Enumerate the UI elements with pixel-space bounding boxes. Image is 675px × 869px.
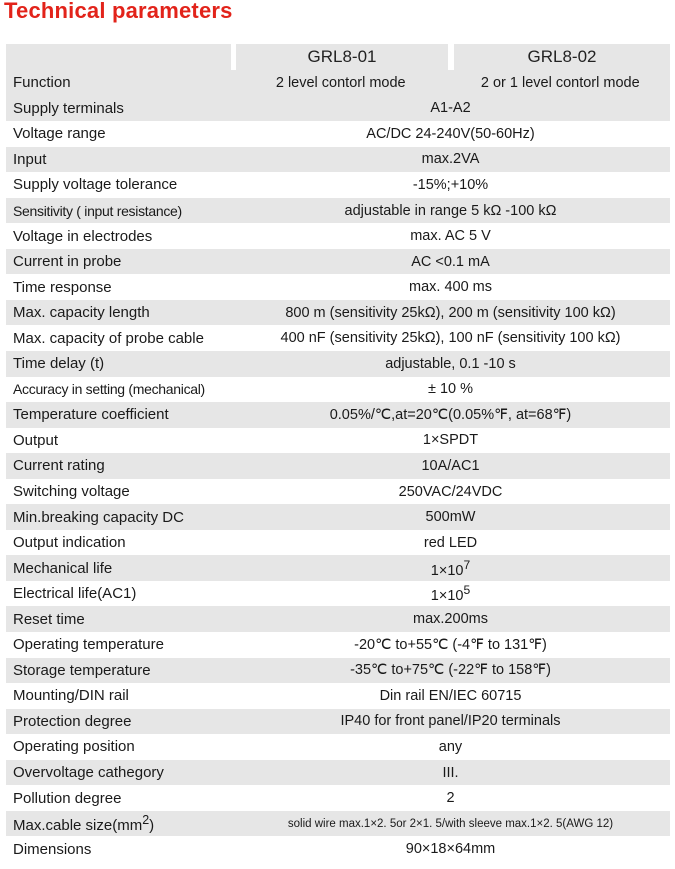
mechanical-life-exponent: 7	[463, 557, 471, 572]
table-row	[6, 709, 670, 735]
row-label: Storage temperature	[13, 661, 151, 679]
row-value	[231, 583, 670, 604]
row-value: 800 m (sensitivity 25kΩ), 200 m (sensitivity 100 kΩ)	[285, 304, 616, 321]
row-label: Electrical life(AC1)	[13, 585, 137, 603]
table-row	[6, 606, 670, 632]
row-label: Input	[13, 150, 47, 168]
table-row	[6, 734, 670, 760]
row-value: 10A/AC1	[421, 457, 480, 474]
row-value: adjustable, 0.1 -10 s	[385, 355, 516, 372]
row-label: Time response	[13, 278, 112, 296]
table-row	[6, 836, 670, 862]
row-label: Operating temperature	[13, 636, 164, 654]
row-label: Current in probe	[13, 253, 122, 271]
row-value: 0.05%/℃,at=20℃(0.05%℉, at=68℉)	[329, 406, 572, 423]
row-label: Operating position	[13, 738, 135, 756]
electrical-life-base: 1×10	[430, 588, 464, 605]
row-label: Overvoltage cathegory	[13, 764, 164, 782]
parameters-table	[6, 44, 670, 862]
table-row	[6, 300, 670, 326]
row-label: Current rating	[13, 457, 105, 475]
table-row	[6, 632, 670, 658]
row-label: Temperature coefficient	[13, 406, 169, 424]
row-label: Function	[13, 74, 71, 92]
row-value	[231, 558, 670, 579]
table-row	[6, 147, 670, 173]
table-row	[6, 760, 670, 786]
header-grl8-01: GRL8-01	[236, 44, 448, 70]
row-label	[6, 813, 231, 834]
row-value: 250VAC/24VDC	[398, 483, 503, 500]
table-row	[6, 96, 670, 122]
table-header	[6, 44, 670, 70]
electrical-life-exponent: 5	[463, 583, 471, 598]
table-row	[6, 402, 670, 428]
table-row	[6, 249, 670, 275]
row-value: max. AC 5 V	[410, 228, 491, 245]
header-blank-cell	[6, 44, 231, 70]
table-row	[6, 121, 670, 147]
row-label: Accuracy in setting (mechanical)	[13, 381, 205, 398]
row-value: Din rail EN/IEC 60715	[379, 687, 522, 704]
row-value: 1×SPDT	[422, 432, 479, 449]
table-row	[6, 274, 670, 300]
row-label: Pollution degree	[13, 789, 122, 807]
row-label: Protection degree	[13, 712, 132, 730]
row-value: solid wire max.1×2. 5or 2×1. 5/with sleeve max.1×2. 5(AWG 12)	[287, 817, 614, 830]
row-label: Max. capacity length	[13, 304, 150, 322]
row-label: Mechanical life	[13, 559, 113, 577]
row-value-grl8-01: 2 level contorl mode	[275, 74, 406, 91]
mechanical-life-base: 1×10	[430, 562, 464, 579]
table-row	[6, 325, 670, 351]
row-label: Supply voltage tolerance	[13, 176, 178, 194]
row-label: Sensitivity ( input resistance)	[13, 202, 182, 219]
row-value: -35℃ to+75℃ (-22℉ to 158℉)	[350, 662, 551, 679]
row-value: III.	[442, 764, 459, 781]
header-grl8-02: GRL8-02	[454, 44, 670, 70]
row-value: 400 nF (sensitivity 25kΩ), 100 nF (sensitivity 100 kΩ)	[280, 330, 621, 347]
cable-size-label-tail: )	[149, 817, 155, 835]
row-value: 500mW	[425, 509, 476, 526]
table-row	[6, 658, 670, 684]
table-row	[6, 198, 670, 224]
row-label: Output	[13, 431, 59, 449]
row-value: A1-A2	[430, 100, 471, 117]
table-row	[6, 453, 670, 479]
row-value: any	[438, 738, 463, 755]
table-row	[6, 223, 670, 249]
row-label: Switching voltage	[13, 483, 130, 501]
cable-size-label-exponent: 2	[142, 813, 150, 828]
row-value: IP40 for front panel/IP20 terminals	[340, 713, 561, 730]
table-row	[6, 70, 670, 96]
table-row	[6, 530, 670, 556]
table-row	[6, 785, 670, 811]
row-value: AC <0.1 mA	[411, 253, 490, 270]
table-row	[6, 555, 670, 581]
row-value: max.2VA	[421, 151, 480, 168]
table-row	[6, 377, 670, 403]
table-row	[6, 581, 670, 607]
cable-size-label: Max.cable size(mm	[13, 817, 143, 835]
row-label: Voltage in electrodes	[13, 227, 153, 245]
table-row	[6, 479, 670, 505]
row-label: Voltage range	[13, 125, 106, 143]
row-value: -20℃ to+55℃ (-4℉ to 131℉)	[354, 636, 547, 653]
page-title: Technical parameters	[4, 0, 233, 23]
row-label: Time delay (t)	[13, 355, 105, 373]
row-value: max. 400 ms	[409, 279, 492, 296]
table-row	[6, 351, 670, 377]
row-label: Min.breaking capacity DC	[13, 508, 184, 526]
row-label: Output indication	[13, 534, 126, 552]
table-row	[6, 172, 670, 198]
table-row	[6, 504, 670, 530]
table-row	[6, 683, 670, 709]
row-label: Mounting/DIN rail	[13, 687, 129, 705]
row-label: Supply terminals	[13, 99, 124, 117]
row-value: AC/DC 24-240V(50-60Hz)	[366, 125, 535, 142]
row-value: 2	[446, 790, 455, 807]
row-value: adjustable in range 5 kΩ -100 kΩ	[344, 202, 557, 219]
row-value: red LED	[423, 534, 478, 551]
row-label: Max. capacity of probe cable	[13, 329, 204, 347]
row-value: 90×18×64mm	[405, 841, 496, 858]
table-row	[6, 811, 670, 837]
row-value-grl8-02: 2 or 1 level contorl mode	[480, 74, 640, 91]
row-value: -15%;+10%	[412, 176, 489, 193]
row-value: ± 10 %	[427, 381, 474, 398]
row-label: Dimensions	[13, 840, 92, 858]
row-label: Reset time	[13, 610, 85, 628]
table-row	[6, 428, 670, 454]
row-value: max.200ms	[413, 611, 488, 628]
